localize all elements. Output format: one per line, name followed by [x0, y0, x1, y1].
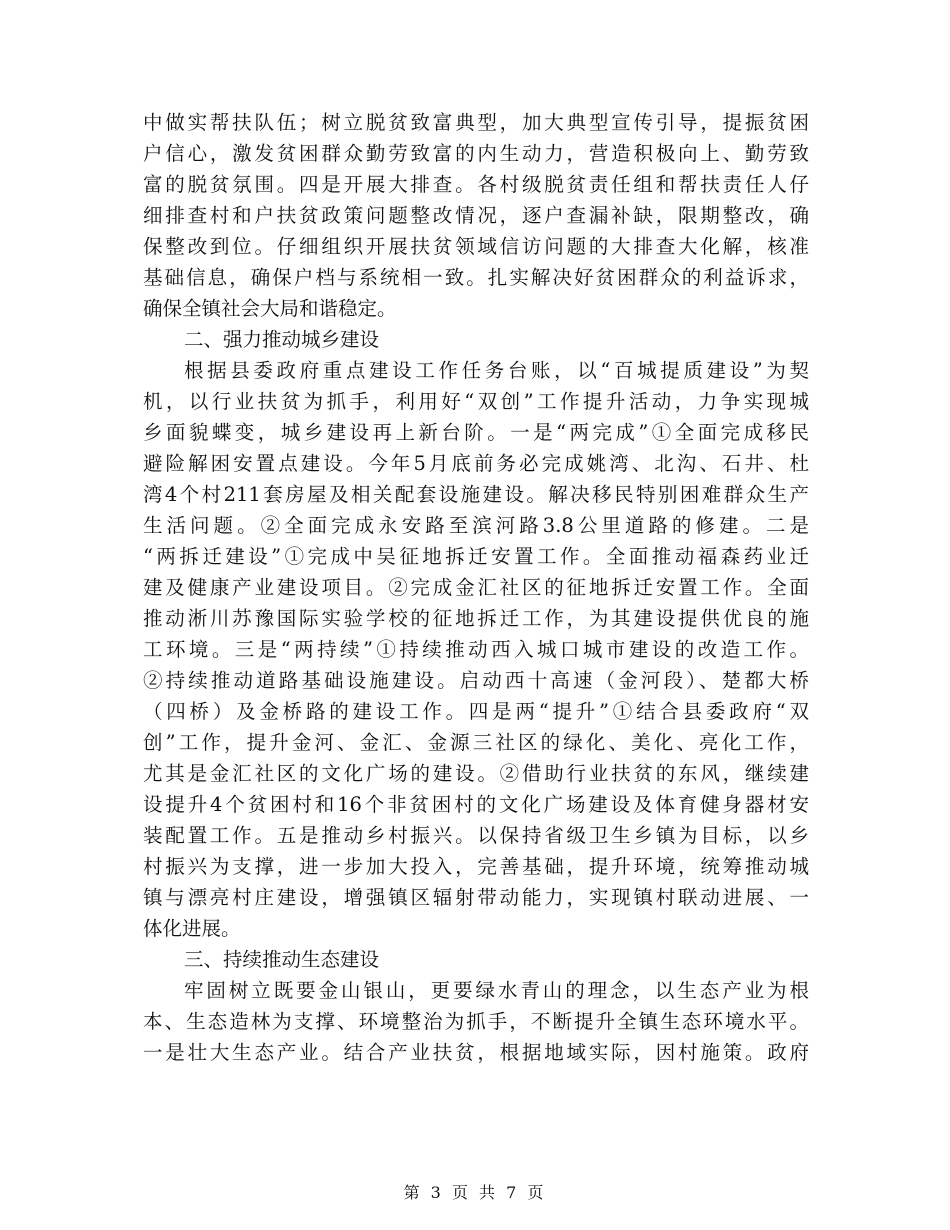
- body-line: 推动淅川苏豫国际实验学校的征地拆迁工作，为其建设提供优良的施: [143, 607, 809, 630]
- body-line: 村振兴为支撑，进一步加大投入，完善基础，提升环境，统筹推动城: [143, 855, 809, 878]
- section-heading: 二、强力推动城乡建设: [184, 328, 380, 351]
- body-line: 避险解困安置点建设。今年5月底前务必完成姚湾、北沟、石井、杜: [143, 452, 809, 475]
- body-line: 细排查村和户扶贫政策问题整改情况，逐户查漏补缺，限期整改，确: [143, 204, 809, 227]
- body-line: 中做实帮扶队伍；树立脱贫致富典型，加大典型宣传引导，提振贫困: [143, 111, 809, 134]
- body-line: 机，以行业扶贫为抓手，利用好“双创”工作提升活动，力争实现城: [143, 390, 809, 413]
- section-heading: 三、持续推动生态建设: [184, 948, 380, 971]
- body-line: 装配置工作。五是推动乡村振兴。以保持省级卫生乡镇为目标，以乡: [143, 824, 809, 847]
- body-line: 基础信息，确保户档与系统相一致。扎实解决好贫困群众的利益诉求，: [143, 266, 809, 289]
- body-line: 富的脱贫氛围。四是开展大排查。各村级脱贫责任组和帮扶责任人仔: [143, 173, 809, 196]
- body-line: “两拆迁建设”①完成中吴征地拆迁安置工作。全面推动福森药业迁: [143, 545, 809, 568]
- document-body: [143, 107, 809, 1068]
- body-line: 生活问题。②全面完成永安路至滨河路3.8公里道路的修建。二是: [143, 514, 809, 537]
- body-line: 工环境。三是“两持续”①持续推动西入城口城市建设的改造工作。: [143, 638, 809, 661]
- body-line: 户信心，激发贫困群众勤劳致富的内生动力，营造积极向上、勤劳致: [143, 142, 809, 165]
- body-line: 体化进展。: [143, 917, 241, 940]
- body-line: 确保全镇社会大局和谐稳定。: [143, 297, 397, 320]
- body-line: 保整改到位。仔细组织开展扶贫领域信访问题的大排查大化解，核准: [143, 235, 809, 258]
- body-line: （四桥）及金桥路的建设工作。四是两“提升”①结合县委政府“双: [143, 700, 809, 723]
- body-line: 乡面貌蝶变，城乡建设再上新台阶。一是“两完成”①全面完成移民: [143, 421, 809, 444]
- body-line: 尤其是金汇社区的文化广场的建设。②借助行业扶贫的东风，继续建: [143, 762, 809, 785]
- body-line: 本、生态造林为支撑、环境整治为抓手，不断提升全镇生态环境水平。: [143, 1010, 809, 1033]
- page-number-footer: 第 3 页 共 7 页: [403, 1183, 547, 1202]
- body-line: ②持续推动道路基础设施建设。启动西十高速（金河段）、楚都大桥: [143, 669, 809, 692]
- body-line: 一是壮大生态产业。结合产业扶贫，根据地域实际，因村施策。政府: [143, 1041, 809, 1064]
- body-line: 设提升4个贫困村和16个非贫困村的文化广场建设及体育健身器材安: [143, 793, 809, 816]
- body-line: 创”工作，提升金河、金汇、金源三社区的绿化、美化、亮化工作，: [143, 731, 809, 754]
- body-line: 牢固树立既要金山银山，更要绿水青山的理念，以生态产业为根: [184, 979, 809, 1002]
- body-line: 镇与漂亮村庄建设，增强镇区辐射带动能力，实现镇村联动进展、一: [143, 886, 809, 909]
- body-line: 湾4个村211套房屋及相关配套设施建设。解决移民特别困难群众生产: [143, 483, 809, 506]
- body-line: 根据县委政府重点建设工作任务台账，以“百城提质建设”为契: [184, 359, 809, 382]
- body-line: 建及健康产业建设项目。②完成金汇社区的征地拆迁安置工作。全面: [143, 576, 809, 599]
